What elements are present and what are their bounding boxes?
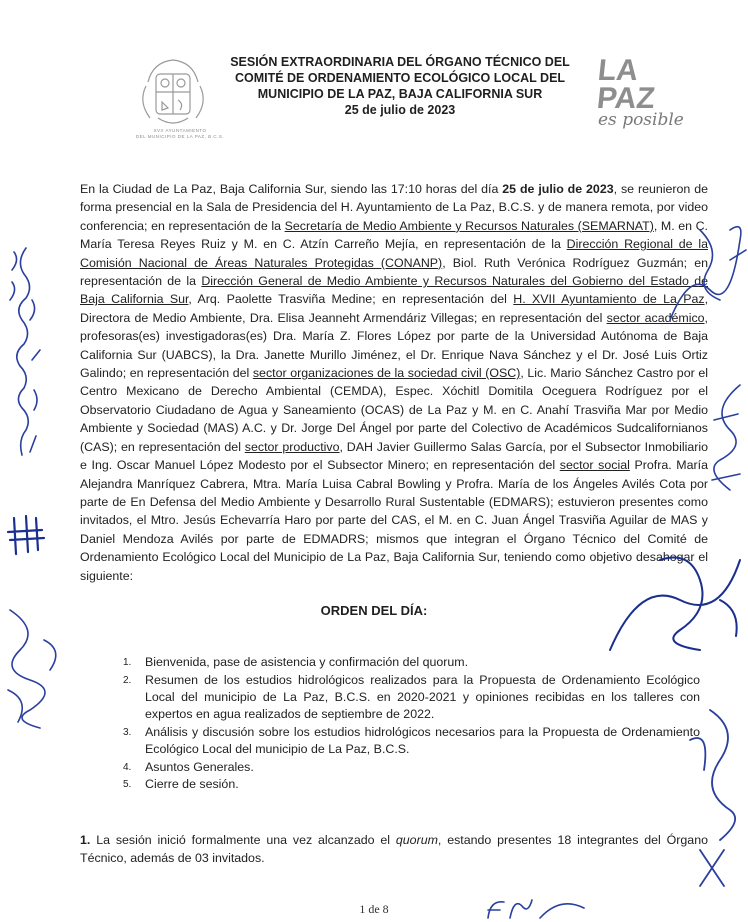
closing-text-pre: La sesión inició formalmente una vez alcanzado el [90,833,396,847]
underlined-entity: sector social [559,458,630,473]
closing-number: 1. [80,833,91,847]
logo-text-paz: PAZ [595,82,657,115]
agenda-item-number: 3. [123,726,132,738]
paragraph-text: , profesoras(es) investigadoras(es) Dra. María Z. Flores López por parte de la Universidad Autónoma de Baja California Sur (UABCS), la Dra. Janette Murillo Jiménez, el Dr. Enrique Nava Sánchez y el Dr. José Luis Ortiz Galindo; en representación del [80,310,708,381]
agenda-item-number: 5. [123,779,132,791]
agenda-item [110,776,700,793]
agenda-item [110,724,700,758]
crest-caption-line: DEL MUNICIPIO DE LA PAZ, B.C.S. [135,134,225,139]
closing-paragraph [80,831,708,868]
agenda-list [110,654,700,794]
agenda-item-text: Cierre de sesión. [145,777,239,792]
paragraph-text: , Arq. Paolette Trasviña Medine; en representación del [188,292,514,307]
paragraph-text: , Lic. Mario Sánchez Castro por el Centro Mexicano de Derecho Ambiental (CEMDA), Espec. Xóchitl Domitila Oceguera Rodríguez por el Observatorio Ciudadano de Agua y Saneamiento (OCAS) de La Paz y M. en C. Anahí Trasviña Mar por Medio Ambiente y Sociedad (MAS) A.C. y Dr. Jorge Del Ángel por parte del Colectivo de Académicos Sudcalifornianos (CAS); en representación del [80,366,708,454]
signature-initials-left [4,510,54,560]
agenda-item-text: Asuntos Generales. [145,759,254,774]
paragraph-text: En la Ciudad de La Paz, Baja California Sur, siendo las 17:10 horas del día [80,182,503,196]
underlined-entity: Dirección Regional de la Comisión Nacional de Áreas Naturales Protegidas (CONANP) [80,237,708,270]
closing-italic: quorum [395,833,438,847]
paragraph-text: , Directora de Medio Ambiente, Dra. Elisa Jeanneht Armendáriz Villegas; en representación del [80,292,709,325]
agenda-item-number: 4. [123,761,132,773]
paragraph-text: , M. en C. María Teresa Reyes Ruiz y M. en C. Atzín Carreño Mejía, en representación de la [80,218,708,252]
document-title [200,54,600,118]
la-paz-logo [592,52,692,134]
underlined-entity: Dirección General de Medio Ambiente y Recursos Naturales del Gobierno del Estado de Baja California Sur [80,274,708,307]
signature-right-bottom [680,700,748,890]
signature-right-mid [700,380,748,500]
orden-del-dia-heading: ORDEN DEL DÍA: [320,603,428,618]
signature-left-vertical [0,240,60,460]
signature-right-top [660,210,748,330]
title-line-3: MUNICIPIO DE LA PAZ, BAJA CALIFORNIA SUR [257,87,543,101]
paragraph-text: , se reunieron de forma presencial en la Sala de Presidencia del H. Ayuntamiento de La Paz, B.C.S. y de manera remota, por video conferencia; en representación de la [80,182,708,233]
agenda-item-text: Análisis y discusión sobre los estudios hidrológicos necesarios para la Propuesta de Ordenamiento Ecológico Local del municipio de La Paz, B.C.S. [145,724,700,757]
crest-caption-line: XVII AYUNTAMIENTO [153,128,207,133]
agenda-item-text: Resumen de los estudios hidrológicos realizados para la Propuesta de Ordenamiento Ecológico Local del municipio de La Paz, B.C.S. en 2020-2021 y opiniones recibidas en los talleres con expertos en agua realizados de septiembre de 2022. [145,672,700,722]
agenda-item-text: Bienvenida, pase de asistencia y confirmación del quorum. [145,655,469,669]
signature-right-large [600,540,748,660]
crest-caption [130,128,230,140]
underlined-entity: sector productivo [244,439,340,454]
signature-bottom-initials [480,892,590,922]
page-number: 1 de 8 [359,902,389,916]
paragraph-text: , DAH Javier Guillermo Salas García, por el Subsector Inmobiliario e Ing. Oscar Manuel López Modesto por el Subsector Minero; en representación del [80,439,708,473]
title-date: 25 de julio de 2023 [344,103,456,117]
opening-paragraph [80,180,708,585]
underlined-entity: H. XVII Ayuntamiento de La Paz [513,292,705,307]
paragraph-text: , Biol. Ruth Verónica Rodríguez Guzmán; en representación de la [80,255,708,289]
logo-text-la: LA [596,54,640,87]
agenda-item [110,672,700,724]
signature-left-loops [0,600,70,730]
underlined-entity: sector organizaciones de la sociedad civil (OSC) [252,366,521,381]
agenda-item-number: 2. [123,674,132,686]
title-line-1: SESIÓN EXTRAORDINARIA DEL ÓRGANO TÉCNICO DEL [230,55,570,69]
bold-date: 25 de julio de 2023 [502,182,614,196]
agenda-item-number: 1. [123,657,132,668]
paragraph-text: Profra. María Alejandra Manríquez Cabrera, Mtra. María Luisa Cabral Bowling y Profra. María de los Ángeles Avilés Cota por parte de En Defensa del Medio Ambiente y Desarrollo Rural Sustentable (EDMARS); estuvieron presentes como invitados, el Mtro. Jesús Echevarría Haro por parte del CAS, el M. en C. Juan Ángel Trasviña Aguilar de MAS y Daniel Mendoza Avilés por parte de EDMADRS; mismos que integran el Órgano Técnico del Comité de Ordenamiento Ecológico Local del Municipio de La Paz, Baja California Sur, teniendo como objetivo desahogar el siguiente: [80,458,708,583]
underlined-entity: sector académico [606,310,705,325]
underlined-entity: Secretaría de Medio Ambiente y Recursos Naturales (SEMARNAT) [284,218,654,233]
logo-tagline: es posible [598,110,684,130]
title-line-2: COMITÉ DE ORDENAMIENTO ECOLÓGICO LOCAL DEL [234,71,566,85]
closing-text-post: , estando presentes 18 integrantes del Órgano Técnico, además de 03 invitados. [80,833,708,866]
agenda-item [110,759,700,776]
